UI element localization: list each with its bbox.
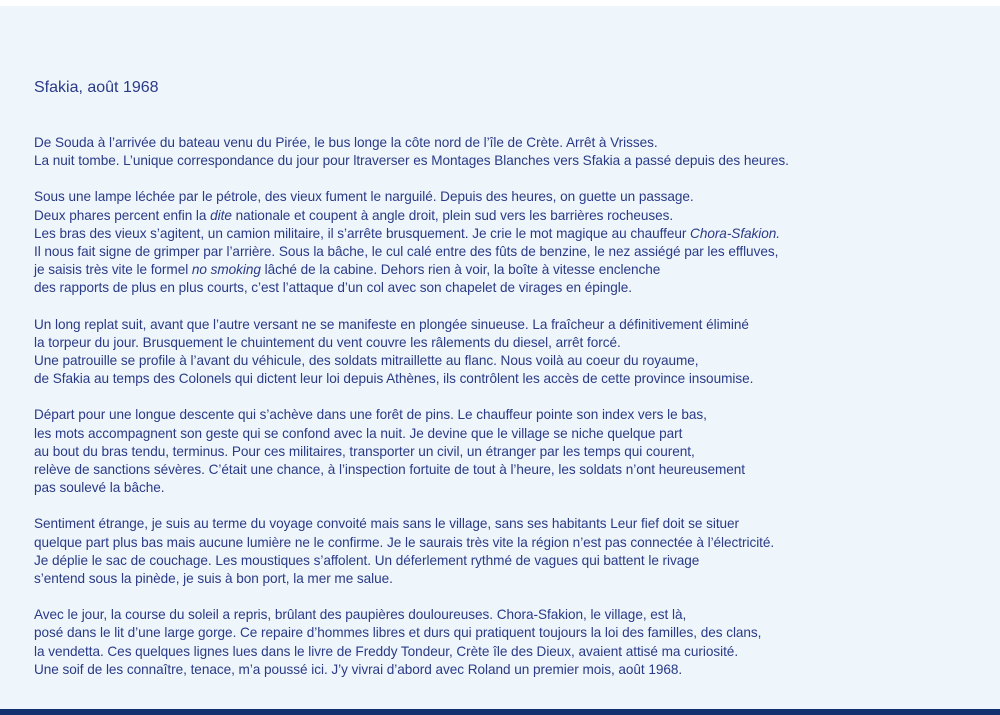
text-line: Une soif de les connaître, tenace, m’a poussé ici. J’y vivrai d’abord avec Roland un premier mois, août 1968. bbox=[34, 661, 683, 677]
document-body bbox=[34, 134, 984, 697]
paragraph bbox=[34, 606, 984, 679]
text-line: Sous une lampe léchée par le pétrole, des vieux fument le narguilé. Depuis des heures, on guette un passage. bbox=[34, 189, 694, 205]
bottom-border bbox=[0, 709, 1000, 715]
text-line: De Souda à l’arrivée du bateau venu du Pirée, le bus longe la côte nord de l’île de Crète. Arrêt à Vrisses. bbox=[34, 135, 658, 150]
text-line: Une patrouille se profile à l’avant du véhicule, des soldats mitraillette au flanc. Nous voilà au coeur du royaume, bbox=[34, 353, 699, 369]
text-line: Sentiment étrange, je suis au terme du voyage convoité mais sans le village, sans ses habitants Leur fief doit se situer bbox=[34, 516, 740, 532]
document-title: Sfakia, août 1968 bbox=[34, 79, 159, 96]
text-line: Je déplie le sac de couchage. Les moustiques s’affolent. Un déferlement rythmé de vagues qui battent le rivage bbox=[34, 552, 700, 568]
text-line: la vendetta. Ces quelques lignes lues dans le livre de Freddy Tondeur, Crète île des Dieux, avaient attisé ma curiosité. bbox=[34, 643, 739, 659]
text-line: La nuit tombe. L’unique correspondance du jour pour ltraverser es Montages Blanches vers Sfakia a passé depuis des heures. bbox=[34, 153, 789, 169]
text-line: je saisis très vite le formel no smoking lâché de la cabine. Dehors rien à voir, la boîte à vitesse enclenche bbox=[34, 262, 661, 278]
text-line: Un long replat suit, avant que l’autre versant ne se manifeste en plongée sinueuse. La fraîcheur a définitivement éliminé bbox=[34, 316, 749, 332]
paragraph bbox=[34, 188, 984, 297]
paragraph bbox=[34, 134, 984, 170]
italic-place-name: Chora-Sfakion. bbox=[690, 225, 781, 241]
text-line: posé dans le lit d’une large gorge. Ce repaire d’hommes libres et durs qui pratiquent toujours la loi des familles, des clans, bbox=[34, 625, 762, 641]
text-line: Il nous fait signe de grimper par l’arrière. Sous la bâche, le cul calé entre des fûts de benzine, le nez assiégé par les effluves, bbox=[34, 244, 779, 260]
text-line: Les bras des vieux s’agitent, un camion militaire, il s’arrête brusquement. Je crie le mot magique au chauffeur Chora-Sfakion. bbox=[34, 225, 781, 241]
text-line: la torpeur du jour. Brusquement le chuintement du vent couvre les râlements du diesel, arrêt forcé. bbox=[34, 334, 621, 350]
text-line: quelque part plus bas mais aucune lumière ne le confirme. Je le saurais très vite la région n’est pas connectée à l’électricité. bbox=[34, 534, 775, 550]
text-line: au bout du bras tendu, terminus. Pour ces militaires, transporter un civil, un étranger par les temps qui courent, bbox=[34, 443, 695, 459]
text-line: s’entend sous la pinède, je suis à bon port, la mer me salue. bbox=[34, 571, 393, 587]
paragraph bbox=[34, 316, 984, 389]
text-line: relève de sanctions sévères. C’était une chance, à l’inspection fortuite de tout à l’heure, les soldats n’ont heureusement bbox=[34, 462, 746, 478]
text-line: Deux phares percent enfin la dite nationale et coupent à angle droit, plein sud vers les barrières rocheuses. bbox=[34, 207, 674, 223]
paragraph bbox=[34, 515, 984, 588]
text-line: Avec le jour, la course du soleil a repris, brûlant des paupières douloureuses. Chora-Sfakion, le village, est là, bbox=[34, 607, 687, 623]
italic-phrase: no smoking bbox=[191, 262, 261, 278]
text-line: de Sfakia au temps des Colonels qui dictent leur loi depuis Athènes, ils contrôlent les accès de cette province insoumise. bbox=[34, 371, 754, 387]
paragraph bbox=[34, 406, 984, 497]
text-line: les mots accompagnent son geste qui se confond avec la nuit. Je devine que le village se niche quelque part bbox=[34, 425, 683, 441]
text-line: Départ pour une longue descente qui s’achève dans une forêt de pins. Le chauffeur pointe son index vers le bas, bbox=[34, 407, 707, 423]
italic-term: dite bbox=[210, 207, 232, 223]
text-line: des rapports de plus en plus courts, c’est l’attaque d’un col avec son chapelet de virages en épingle. bbox=[34, 280, 632, 296]
text-line: pas soulevé la bâche. bbox=[34, 480, 165, 496]
